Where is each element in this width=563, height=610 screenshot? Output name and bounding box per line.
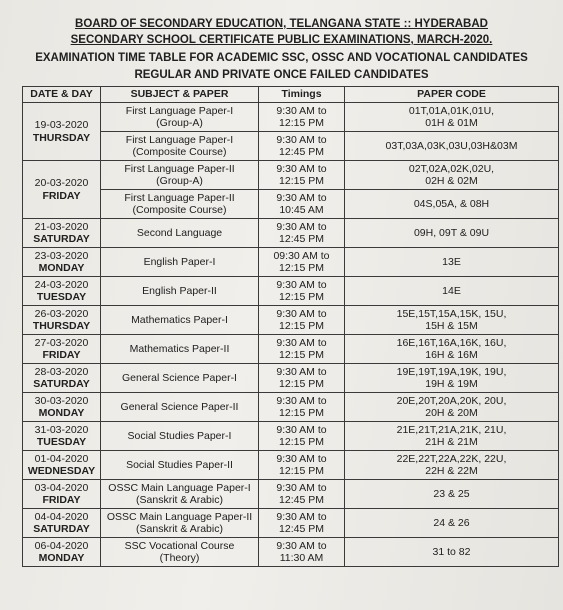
date-day-cell [23, 161, 101, 219]
paper-code-line: 16H & 16M [425, 349, 478, 361]
paper-code-line: 22E,22T,22A,22K, 22U, [396, 452, 507, 465]
exam-day: SATURDAY [33, 523, 90, 535]
paper-code-line: 19E,19T,19A,19K, 19U, [396, 365, 507, 378]
timing-line: 9:30 AM to [276, 394, 327, 407]
exam-date: 24-03-2020 [34, 278, 89, 291]
subject-cell [101, 335, 259, 364]
paper-code-line: 14E [442, 284, 461, 297]
paper-code-line: 20E,20T,20A,20K, 20U, [396, 394, 507, 407]
exam-day: TUESDAY [36, 436, 87, 448]
table-row [23, 277, 559, 306]
date-day-cell [23, 538, 101, 567]
column-header-date-day: DATE & DAY [23, 87, 101, 103]
timing-line: 9:30 AM to [276, 539, 327, 552]
exam-date: 20-03-2020 [34, 177, 89, 189]
exam-day: WEDNESDAY [27, 465, 96, 477]
paper-code-cell [345, 422, 559, 451]
timings-cell [259, 190, 345, 219]
exam-date: 19-03-2020 [34, 119, 89, 131]
exam-day: MONDAY [38, 407, 85, 419]
timing-line: 12:45 PM [279, 523, 324, 535]
timing-line: 12:45 PM [279, 233, 324, 245]
subject-cell [101, 219, 259, 248]
table-row [23, 393, 559, 422]
timing-line: 9:30 AM to [276, 104, 327, 117]
paper-code-line: 15E,15T,15A,15K, 15U, [396, 307, 507, 320]
exam-date: 06-04-2020 [34, 539, 89, 552]
timing-line: 12:45 PM [279, 146, 324, 158]
subject-cell [101, 422, 259, 451]
paper-code-line: 22H & 22M [425, 465, 478, 477]
table-row [23, 422, 559, 451]
timings-cell [259, 306, 345, 335]
date-day-cell [23, 451, 101, 480]
date-day-cell [23, 393, 101, 422]
date-day-cell [23, 277, 101, 306]
exam-date: 28-03-2020 [34, 365, 89, 378]
timings-cell [259, 422, 345, 451]
subject-cell [101, 306, 259, 335]
timing-line: 9:30 AM to [276, 133, 327, 146]
paper-code-line: 01H & 01M [425, 117, 478, 129]
table-header-row [23, 87, 559, 103]
exam-title: SECONDARY SCHOOL CERTIFICATE PUBLIC EXAMINATIONS, MARCH-2020. [70, 34, 493, 46]
timing-line: 9:30 AM to [276, 510, 327, 523]
paper-code-cell [345, 538, 559, 567]
paper-code-cell [345, 248, 559, 277]
paper-code-line: 09H, 09T & 09U [413, 226, 490, 239]
subject-line: General Science Paper-I [122, 371, 237, 384]
exam-day: MONDAY [38, 552, 85, 564]
paper-code-line: 24 & 26 [433, 516, 470, 529]
timing-line: 12:45 PM [279, 494, 324, 506]
column-header-paper-code: PAPER CODE [345, 87, 559, 103]
timing-line: 12:15 PM [279, 117, 324, 129]
paper-code-line: 01T,01A,01K,01U, [408, 104, 495, 117]
column-header-timings: Timings [259, 87, 345, 103]
subject-line: (Composite Course) [132, 204, 227, 216]
timing-line: 12:15 PM [279, 407, 324, 419]
timing-line: 09:30 AM to [273, 249, 330, 262]
date-day-cell [23, 103, 101, 161]
timings-cell [259, 538, 345, 567]
column-header-subject: SUBJECT & PAPER [101, 87, 259, 103]
timing-line: 12:15 PM [279, 378, 324, 390]
timetable-title: EXAMINATION TIME TABLE FOR ACADEMIC SSC, OSSC AND VOCATIONAL CANDIDATES [35, 52, 528, 64]
table-row [23, 219, 559, 248]
timing-line: 12:15 PM [279, 320, 324, 332]
exam-day: SATURDAY [33, 233, 90, 245]
subject-line: First Language Paper-II [124, 162, 235, 175]
exam-date: 27-03-2020 [34, 336, 89, 349]
subject-line: First Language Paper-II [124, 191, 235, 204]
exam-day: THURSDAY [32, 131, 91, 144]
subject-cell [101, 248, 259, 277]
exam-day: TUESDAY [36, 291, 87, 303]
subject-line: Second Language [136, 226, 223, 239]
exam-day: THURSDAY [32, 320, 91, 332]
paper-code-line: 16E,16T,16A,16K, 16U, [396, 336, 507, 349]
timings-cell [259, 335, 345, 364]
exam-date: 01-04-2020 [34, 452, 89, 465]
subject-line: Social Studies Paper-II [126, 458, 233, 471]
subject-line: First Language Paper-I [125, 104, 234, 117]
table-row [23, 335, 559, 364]
subject-cell [101, 364, 259, 393]
timing-line: 12:15 PM [279, 436, 324, 448]
subject-cell [101, 132, 259, 161]
timings-cell [259, 451, 345, 480]
exam-date: 03-04-2020 [34, 481, 89, 494]
timing-line: 9:30 AM to [276, 162, 327, 175]
paper-code-cell [345, 364, 559, 393]
date-day-cell [23, 306, 101, 335]
timetable-table [22, 86, 559, 567]
timing-line: 9:30 AM to [276, 278, 327, 291]
timings-cell [259, 480, 345, 509]
timing-line: 12:15 PM [279, 291, 324, 303]
date-day-cell [23, 364, 101, 393]
timings-cell [259, 219, 345, 248]
exam-date: 23-03-2020 [34, 249, 89, 262]
timing-line: 9:30 AM to [276, 423, 327, 436]
paper-code-cell [345, 277, 559, 306]
paper-code-cell [345, 219, 559, 248]
exam-date: 04-04-2020 [34, 510, 89, 523]
paper-code-line: 23 & 25 [433, 487, 470, 500]
subject-line: SSC Vocational Course [124, 539, 235, 552]
table-row [23, 538, 559, 567]
subject-line: (Sanskrit & Arabic) [136, 523, 223, 535]
paper-code-cell [345, 335, 559, 364]
table-row [23, 480, 559, 509]
candidates-subtitle: REGULAR AND PRIVATE ONCE FAILED CANDIDATES [134, 69, 429, 81]
timings-cell [259, 103, 345, 132]
timings-cell [259, 364, 345, 393]
subject-cell [101, 161, 259, 190]
timing-line: 10:45 AM [279, 204, 324, 216]
subject-cell [101, 103, 259, 132]
paper-code-cell [345, 393, 559, 422]
paper-code-line: 20H & 20M [425, 407, 478, 419]
timing-line: 9:30 AM to [276, 220, 327, 233]
table-row [23, 451, 559, 480]
paper-code-line: 03T,03A,03K,03U,03H&03M [385, 139, 518, 152]
subject-line: General Science Paper-II [120, 400, 239, 413]
subject-cell [101, 190, 259, 219]
paper-code-line: 02H & 02M [425, 175, 478, 187]
timing-line: 9:30 AM to [276, 191, 327, 204]
paper-code-cell [345, 103, 559, 132]
paper-code-cell [345, 480, 559, 509]
paper-code-line: 13E [442, 255, 461, 268]
paper-code-line: 02T,02A,02K,02U, [408, 162, 495, 175]
timing-line: 9:30 AM to [276, 452, 327, 465]
table-row [23, 248, 559, 277]
table-row [23, 103, 559, 132]
timings-cell [259, 509, 345, 538]
paper-code-line: 19H & 19M [425, 378, 478, 390]
timings-cell [259, 277, 345, 306]
timings-cell [259, 132, 345, 161]
date-day-cell [23, 219, 101, 248]
table-row [23, 132, 559, 161]
timing-line: 9:30 AM to [276, 481, 327, 494]
date-day-cell [23, 480, 101, 509]
table-row [23, 190, 559, 219]
paper-code-cell [345, 451, 559, 480]
date-day-cell [23, 248, 101, 277]
paper-code-cell [345, 306, 559, 335]
paper-code-cell [345, 161, 559, 190]
exam-date: 21-03-2020 [34, 220, 89, 233]
timing-line: 12:15 PM [279, 465, 324, 477]
timings-cell [259, 161, 345, 190]
date-day-cell [23, 509, 101, 538]
subject-cell [101, 538, 259, 567]
timetable-body [23, 103, 559, 567]
subject-line: Mathematics Paper-II [129, 342, 230, 355]
table-row [23, 306, 559, 335]
paper-code-cell [345, 132, 559, 161]
timing-line: 12:15 PM [279, 262, 324, 274]
subject-line: First Language Paper-I [125, 133, 234, 146]
subject-cell [101, 451, 259, 480]
subject-line: English Paper-II [142, 284, 217, 297]
exam-date: 26-03-2020 [34, 307, 89, 320]
exam-day: FRIDAY [42, 494, 81, 506]
subject-line: Social Studies Paper-I [127, 429, 232, 442]
subject-line: English Paper-I [143, 255, 216, 268]
subject-line: (Theory) [159, 552, 200, 564]
exam-day: SATURDAY [33, 378, 90, 390]
subject-line: (Group-A) [156, 175, 203, 187]
paper-code-cell [345, 509, 559, 538]
timings-cell [259, 393, 345, 422]
paper-code-line: 31 to 82 [432, 545, 471, 558]
paper-code-line: 15H & 15M [425, 320, 478, 332]
subject-cell [101, 480, 259, 509]
date-day-cell [23, 422, 101, 451]
exam-day: FRIDAY [42, 349, 81, 361]
date-day-cell [23, 335, 101, 364]
subject-cell [101, 393, 259, 422]
subject-line: Mathematics Paper-I [131, 313, 228, 326]
paper-code-cell [345, 190, 559, 219]
exam-day: FRIDAY [42, 189, 81, 202]
subject-cell [101, 277, 259, 306]
timing-line: 9:30 AM to [276, 365, 327, 378]
table-row [23, 509, 559, 538]
paper-code-line: 21E,21T,21A,21K, 21U, [396, 423, 507, 436]
timing-line: 11:30 AM [279, 552, 324, 564]
timing-line: 12:15 PM [279, 349, 324, 361]
exam-day: MONDAY [38, 262, 85, 274]
subject-cell [101, 509, 259, 538]
subject-line: (Group-A) [156, 117, 203, 129]
subject-line: (Sanskrit & Arabic) [136, 494, 223, 506]
paper-code-line: 04S,05A, & 08H [413, 197, 490, 210]
board-title: BOARD OF SECONDARY EDUCATION, TELANGANA STATE :: HYDERABAD [75, 18, 488, 30]
paper-code-line: 21H & 21M [425, 436, 478, 448]
subject-line: (Composite Course) [132, 146, 227, 158]
table-row [23, 161, 559, 190]
timing-line: 9:30 AM to [276, 336, 327, 349]
subject-line: OSSC Main Language Paper-II [106, 510, 253, 523]
table-row [23, 364, 559, 393]
exam-date: 30-03-2020 [34, 394, 89, 407]
subject-line: OSSC Main Language Paper-I [108, 481, 251, 494]
timing-line: 9:30 AM to [276, 307, 327, 320]
timing-line: 12:15 PM [279, 175, 324, 187]
exam-date: 31-03-2020 [34, 423, 89, 436]
timings-cell [259, 248, 345, 277]
